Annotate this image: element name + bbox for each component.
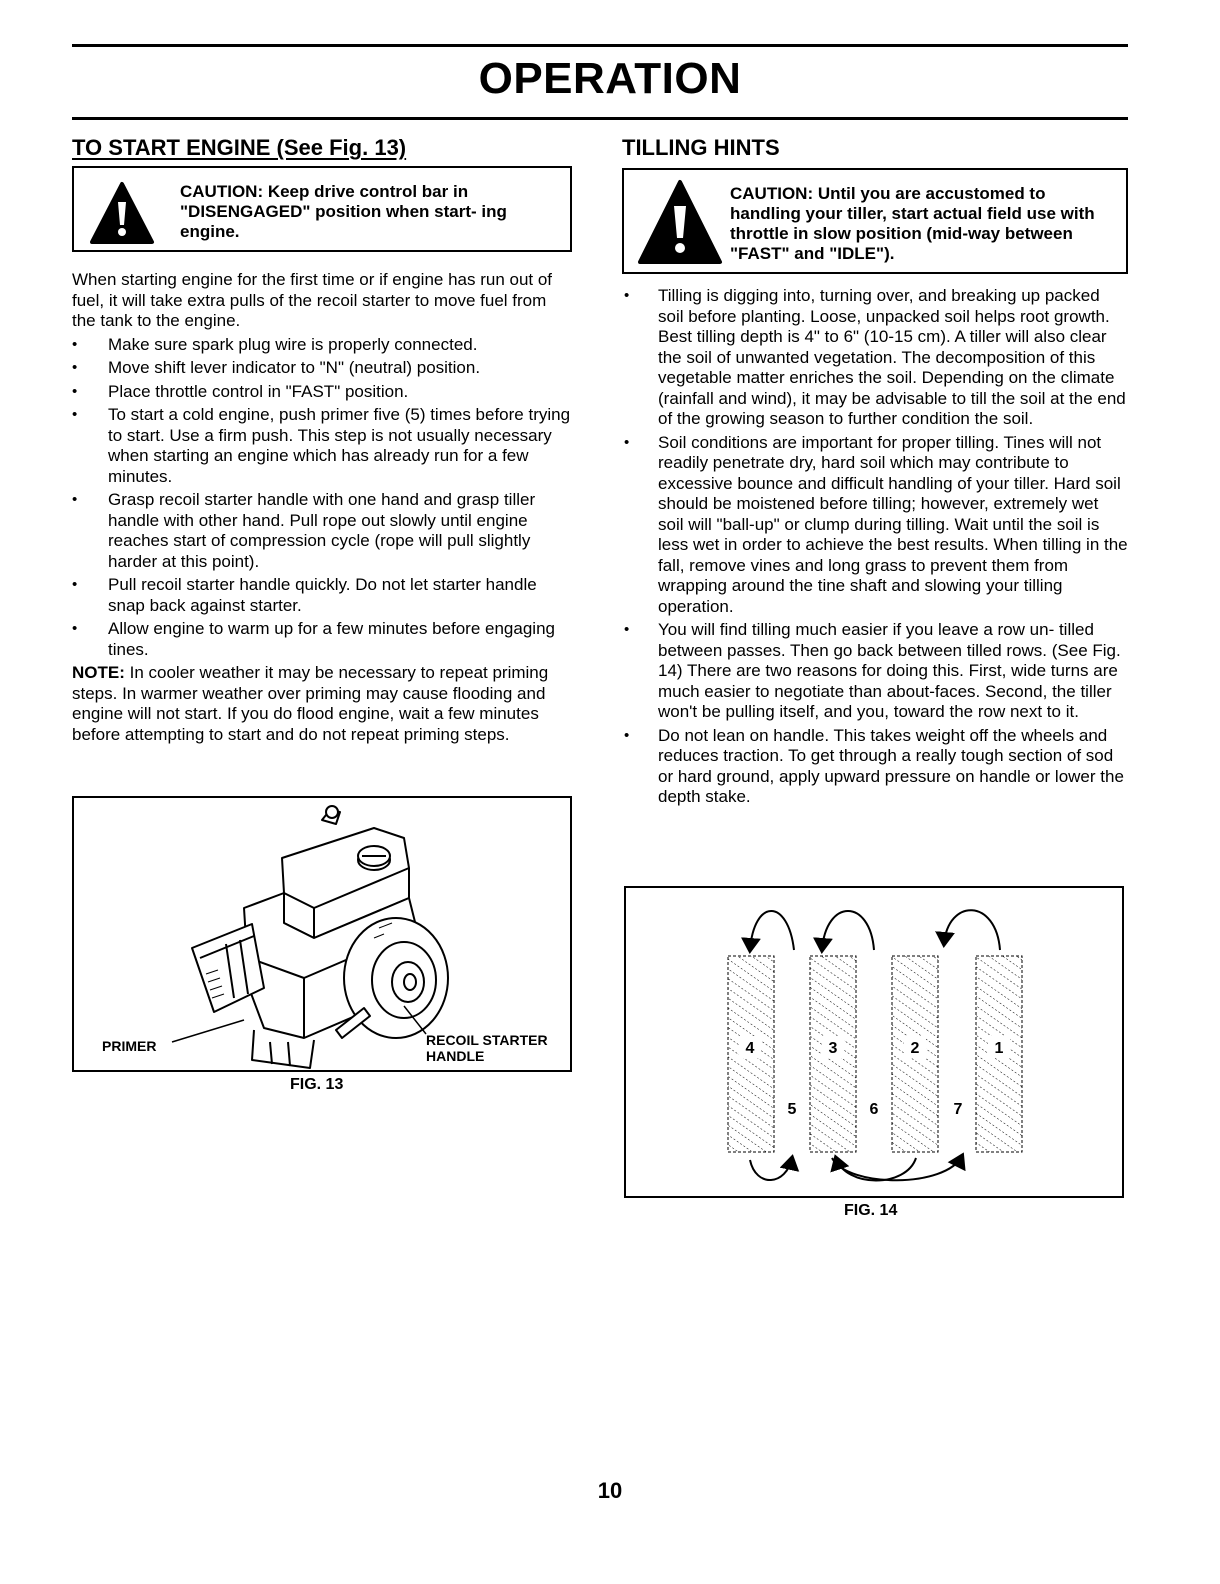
- caution-box-tilling: [622, 168, 1128, 274]
- left-column: [72, 134, 572, 748]
- page-number: 10: [597, 1478, 623, 1503]
- figure-14-frame: [624, 886, 1124, 1198]
- list-item: • Make sure spark plug wire is properly connected.: [72, 335, 572, 356]
- list-item: • Grasp recoil starter handle with one hand and grasp tiller handle with other hand. Pull rope out slowly until engine reaches start of compression cycle (rope will pull slightly harder at this point).: [72, 490, 572, 572]
- list-item: • Move shift lever indicator to "N" (neutral) position.: [72, 358, 572, 379]
- intro-paragraph: When starting engine for the first time or if engine has run out of fuel, it will take extra pulls of the recoil starter to move fuel from the tank to the engine.: [72, 270, 553, 330]
- row-label: 4: [745, 1040, 755, 1057]
- row-label: 1: [994, 1040, 1004, 1057]
- gap-label: 7: [953, 1101, 963, 1118]
- note-label: NOTE:: [72, 663, 125, 682]
- page-title: OPERATION: [478, 54, 742, 103]
- engine-illustration: [74, 798, 570, 1070]
- list-item: • Place throttle control in "FAST" position.: [72, 382, 572, 403]
- list-item: • Pull recoil starter handle quickly. Do not let starter handle snap back against starter.: [72, 575, 572, 616]
- turn-arrow-6-to-3: [822, 911, 874, 950]
- fig-14-caption: FIG. 14: [844, 1202, 898, 1219]
- section-heading-tilling-hints: TILLING HINTS: [622, 135, 780, 160]
- gap-label: 5: [787, 1101, 797, 1118]
- start-engine-steps: [72, 335, 572, 661]
- recoil-starter-label-line1: RECOIL STARTER: [426, 1032, 548, 1048]
- top-rule: [72, 44, 1128, 47]
- list-item: • To start a cold engine, push primer five (5) times before trying to start. Use a firm push. This step is not usually necessary when starting an engine which has already run for a few minutes.: [72, 405, 572, 487]
- list-item: • Tilling is digging into, turning over, and breaking up packed soil before planting. Loose, unpacked soil helps root growth. Best tilling depth is 4" to 6" (10-15 cm). A tiller will also clear the soil of unwanted vegetation. The decomposition of this vegetable matter enriches the soil. Depending on the climate (rainfall and wind), it may be advisable to till the soil at the end of the growing season to further condition the soil.: [622, 286, 1128, 430]
- fig-13-caption: FIG. 13: [290, 1076, 344, 1093]
- title-rule: [72, 117, 1128, 120]
- recoil-starter-label: [426, 1032, 548, 1064]
- turn-arrow-1-to-5: [944, 910, 1000, 950]
- tilling-pattern-diagram: [626, 888, 1122, 1196]
- recoil-starter-label-line2: HANDLE: [426, 1048, 485, 1064]
- note-text: In cooler weather it may be necessary to repeat priming steps. In warmer weather over priming may cause flooding and engine will not start. If you do flood engine, wait a few minutes before attempting to start and do not repeat priming steps.: [72, 663, 549, 744]
- warning-icon: [636, 178, 724, 266]
- section-heading-start-engine: TO START ENGINE (See Fig. 13): [72, 135, 407, 160]
- row-label: 3: [828, 1040, 838, 1057]
- caution-text-start-engine: CAUTION: Keep drive control bar in "DISENGAGED" position when start- ing engine.: [180, 182, 507, 241]
- note-paragraph: [72, 663, 572, 745]
- list-item: • You will find tilling much easier if you leave a row un- tilled between passes. Then go back between tilled rows. (See Fig. 14) There are two reasons for doing this. First, wide turns are much easier to negotiate than about-faces. Second, the tiller won't be pulling itself, and you, toward the row next to it.: [622, 620, 1128, 723]
- list-item: • Soil conditions are important for proper tilling. Tines will not readily penetrate dry, hard soil which may contribute to excessive bounce and difficult handling of your tiller. Hard soil should be moistened before tilling; however, extremely wet soil will "ball-up" or clump during tilling. Wait until the soil is less wet in order to achieve the best results. When tilling in the fall, remove vines and long grass to prevent them from wrapping around the tine shaft and slowing your tilling operation.: [622, 433, 1128, 618]
- figure-13-frame: [72, 796, 572, 1072]
- turn-arrow-5-to-4: [750, 911, 794, 950]
- tilling-hints-list: [622, 286, 1128, 808]
- turn-arrow-4-to-5: [750, 1158, 792, 1180]
- row-label: 2: [910, 1040, 920, 1057]
- turn-arrow-2-to-6: [836, 1158, 916, 1181]
- list-item: • Allow engine to warm up for a few minutes before engaging tines.: [72, 619, 572, 660]
- primer-label: PRIMER: [102, 1038, 157, 1054]
- warning-icon: [88, 180, 156, 246]
- list-item: • Do not lean on handle. This takes weight off the wheels and reduces traction. To get through a really tough section of sod or hard ground, apply upward pressure on handle or lower the depth stake.: [622, 726, 1128, 808]
- caution-box-start-engine: [72, 166, 572, 252]
- right-column: [622, 134, 1128, 811]
- caution-text-tilling: CAUTION: Until you are accustomed to handling your tiller, start actual field use with throttle in slow position (mid-way between "FAST" and "IDLE").: [730, 184, 1095, 263]
- gap-label: 6: [869, 1101, 879, 1118]
